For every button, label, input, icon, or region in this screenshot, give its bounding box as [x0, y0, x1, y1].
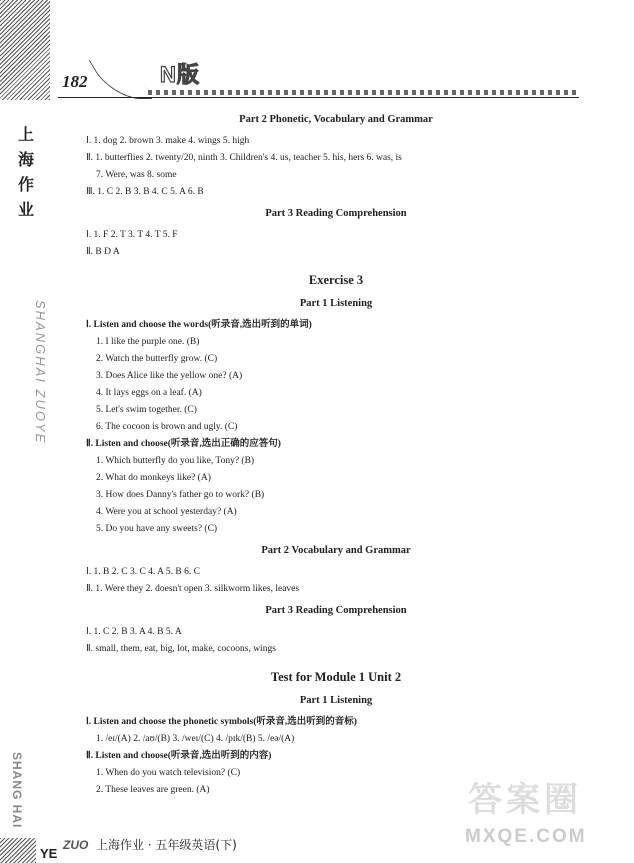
- question-heading: Ⅱ. Listen and choose(听录音,选出听到的内容): [86, 751, 272, 761]
- footer-book-title: 上海作业 · 五年级英语(下): [95, 838, 237, 852]
- answer-line: 1. I like the purple one. (B): [96, 337, 200, 347]
- section-heading: Part 1 Listening: [299, 298, 373, 309]
- footer-title: [63, 836, 237, 853]
- answer-line: 7. Were, was 8. some: [96, 170, 177, 180]
- answer-line: 5. Do you have any sweets? (C): [96, 524, 218, 534]
- answer-line: 2. These leaves are green. (A): [96, 785, 210, 795]
- answer-line: Ⅰ. 1. F 2. T 3. T 4. T 5. F: [86, 230, 178, 240]
- answer-line: 1. When do you watch television? (C): [96, 768, 241, 778]
- page-number: 182: [62, 72, 88, 91]
- exercise-heading: Test for Module 1 Unit 2: [270, 670, 402, 684]
- header-dotted-rule: [148, 90, 578, 95]
- answer-line: 2. Watch the butterfly grow. (C): [96, 354, 218, 364]
- question-heading: Ⅱ. Listen and choose(听录音,选出正确的应答句): [86, 439, 281, 449]
- sidebar-bottom-en: SHANG HAI: [10, 752, 24, 829]
- answer-line: 4. Were you at school yesterday? (A): [96, 507, 237, 517]
- footer-zuo: ZUO: [63, 838, 89, 852]
- question-heading: Ⅰ. Listen and choose the phonetic symbols(听录音,选出听到的音标): [86, 717, 357, 727]
- answer-content: [86, 114, 586, 799]
- sidebar-cn-title: 上海作业: [17, 125, 34, 219]
- section-heading: Part 3 Reading Comprehension: [265, 208, 407, 219]
- answer-line: 6. The cocoon is brown and ugly. (C): [96, 422, 238, 432]
- answer-line: Ⅱ. 1. butterflies 2. twenty/20, ninth 3. Children's 4. us, teacher 5. his, hers 6. was, is: [86, 153, 402, 163]
- answer-line: Ⅱ. 1. Were they 2. doesn't open 3. silkworm likes, leaves: [86, 584, 300, 594]
- header-rule: [58, 97, 579, 98]
- answer-line: Ⅰ. 1. dog 2. brown 3. make 4. wings 5. high: [86, 136, 250, 146]
- answer-line: 1. /eɪ/(A) 2. /aʊ/(B) 3. /weɪ/(C) 4. /pɪk/(B) 5. /eə/(A): [96, 734, 295, 744]
- answer-line: 5. Let's swim together. (C): [96, 405, 197, 415]
- answer-line: 3. How does Danny's father go to work? (B): [96, 490, 265, 500]
- answer-line: 1. Which butterfly do you like, Tony? (B): [96, 456, 255, 466]
- sidebar-en-title: SHANGHAI ZUOYE: [33, 300, 48, 445]
- answer-line: Ⅱ. small, them, eat, big, lot, make, cocoons, wings: [86, 644, 276, 654]
- section-heading: Part 2 Phonetic, Vocabulary and Grammar: [239, 114, 433, 125]
- edition-label: N版: [160, 62, 200, 87]
- answer-line: 2. What do monkeys like? (A): [96, 473, 211, 483]
- header-curve-decoration: [89, 60, 153, 99]
- section-heading: Part 3 Reading Comprehension: [265, 605, 407, 616]
- answer-line: Ⅰ. 1. B 2. C 3. C 4. A 5. B 6. C: [86, 567, 200, 577]
- header-hatch-decoration: [0, 0, 50, 100]
- watermark-url: MXQE.COM: [465, 826, 587, 847]
- footer-hatch-decoration: [0, 838, 36, 863]
- section-heading: Part 1 Listening: [299, 695, 373, 706]
- answer-line: Ⅱ. B D A: [86, 247, 120, 257]
- question-heading: Ⅰ. Listen and choose the words(听录音,选出听到的单词): [86, 320, 312, 330]
- answer-line: 4. It lays eggs on a leaf. (A): [96, 388, 202, 398]
- watermark-cn: 答案圈: [468, 780, 582, 820]
- answer-line: 3. Does Alice like the yellow one? (A): [96, 371, 243, 381]
- section-heading: Part 2 Vocabulary and Grammar: [261, 545, 411, 556]
- footer-ye: YE: [40, 846, 58, 861]
- exercise-heading: Exercise 3: [308, 273, 364, 287]
- answer-line: Ⅰ. 1. C 2. B 3. A 4. B 5. A: [86, 627, 182, 637]
- answer-line: Ⅲ. 1. C 2. B 3. B 4. C 5. A 6. B: [86, 187, 204, 197]
